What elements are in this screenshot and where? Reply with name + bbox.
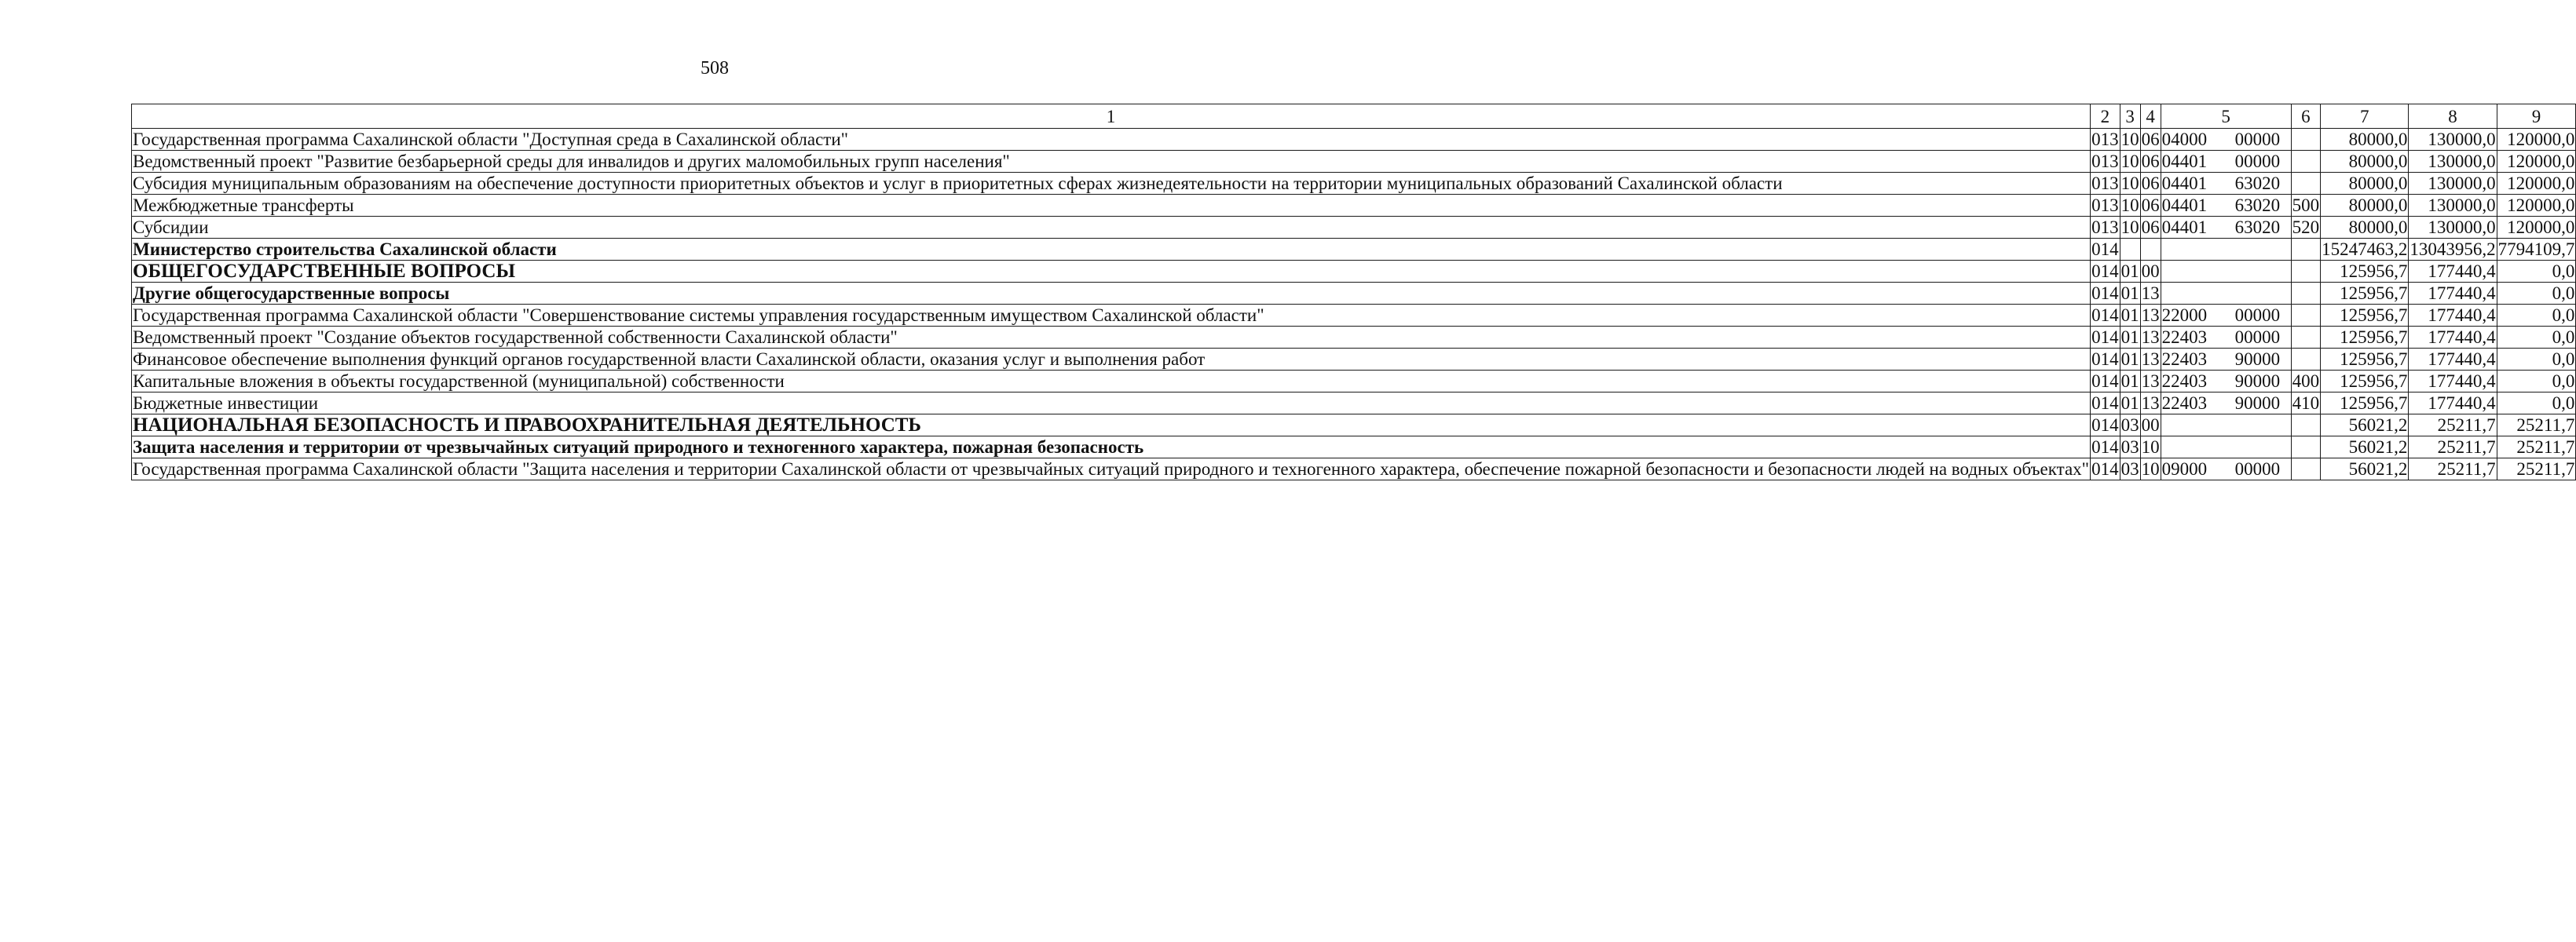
amount-col7: 56021,2: [2321, 458, 2409, 480]
code-target-article: [2161, 129, 2291, 151]
row-name: Субсидии: [132, 217, 2091, 239]
amount-col7: 80000,0: [2321, 129, 2409, 151]
amount-col9: 0,0: [2497, 392, 2576, 414]
amount-col7: 15247463,2: [2322, 239, 2408, 259]
code-program: 04401: [2161, 152, 2208, 171]
code-direction: 63020: [2234, 195, 2281, 215]
code-section: 01: [2120, 393, 2139, 413]
code-target-article: [2161, 349, 2291, 371]
code-target-article: [2161, 283, 2291, 305]
amount-col9: 0,0: [2497, 349, 2576, 371]
header-cell: 3: [2120, 104, 2140, 129]
amount-col9: 25211,7: [2497, 414, 2576, 436]
header-row: [132, 104, 2576, 129]
row-name: НАЦИОНАЛЬНАЯ БЕЗОПАСНОСТЬ И ПРАВООХРАНИТЕЛЬНАЯ ДЕЯТЕЛЬНОСТЬ: [132, 414, 2091, 436]
code-expense-type: 500: [2292, 195, 2320, 215]
row-name: Бюджетные инвестиции: [132, 392, 2091, 414]
code-target-article: [2161, 217, 2291, 239]
code-expense-type: [2291, 261, 2321, 283]
code-target-article: [2161, 151, 2291, 173]
amount-col7: 56021,2: [2321, 436, 2409, 458]
code-ministry: 013: [2091, 217, 2119, 237]
code-subsection: 06: [2141, 195, 2160, 215]
code-expense-type: 520: [2292, 217, 2320, 237]
code-section: 01: [2120, 261, 2139, 281]
code-ministry: 013: [2091, 173, 2119, 193]
code-direction: 00000: [2234, 459, 2281, 479]
code-target-article: [2161, 261, 2291, 283]
table-row: [132, 458, 2576, 480]
row-name: ОБЩЕГОСУДАРСТВЕННЫЕ ВОПРОСЫ: [132, 261, 2091, 283]
code-section: 01: [2120, 349, 2139, 369]
code-expense-type: [2291, 283, 2321, 305]
amount-col8: 177440,4: [2409, 305, 2497, 327]
header-cell: 4: [2140, 104, 2161, 129]
amount-col7: 125956,7: [2321, 283, 2409, 305]
code-section: 10: [2120, 173, 2139, 193]
code-section: 10: [2120, 195, 2139, 215]
amount-col9: 7794109,7: [2497, 239, 2575, 259]
code-direction: 63020: [2234, 173, 2281, 193]
code-subsection: 13: [2141, 305, 2160, 325]
code-subsection: 13: [2141, 393, 2160, 413]
row-name: Капитальные вложения в объекты государственной (муниципальной) собственности: [132, 371, 2091, 392]
code-program: 09000: [2161, 459, 2208, 479]
amount-col7: 125956,7: [2321, 327, 2409, 349]
amount-col8: 177440,4: [2409, 371, 2497, 392]
code-direction: 90000: [2234, 349, 2281, 369]
header-cell: 1: [132, 104, 2091, 129]
row-name: Другие общегосударственные вопросы: [132, 283, 2091, 305]
table-row: [132, 436, 2576, 458]
amount-col9: 25211,7: [2497, 458, 2576, 480]
code-program: 22403: [2161, 371, 2208, 391]
table-row: [132, 283, 2576, 305]
code-target-article: [2161, 392, 2291, 414]
code-subsection: 06: [2141, 130, 2160, 149]
amount-col9: 0,0: [2497, 327, 2576, 349]
amount-col8: 177440,4: [2409, 283, 2497, 305]
page-number: 508: [701, 58, 729, 78]
code-expense-type: [2291, 239, 2321, 261]
code-subsection: 06: [2141, 217, 2160, 237]
code-expense-type: [2291, 458, 2321, 480]
amount-col7: 80000,0: [2321, 217, 2409, 239]
code-direction: 00000: [2234, 327, 2281, 347]
code-subsection: 13: [2141, 283, 2160, 303]
row-name: Государственная программа Сахалинской области "Совершенствование системы управления государственным имуществом Сахалинской области": [132, 305, 2091, 327]
code-direction: 00000: [2234, 305, 2281, 325]
code-target-article: [2161, 239, 2291, 261]
code-subsection: 13: [2141, 371, 2160, 391]
code-target-article: [2161, 327, 2291, 349]
code-program: 04401: [2161, 217, 2208, 237]
table-row: [132, 195, 2576, 217]
amount-col9: 120000,0: [2497, 129, 2576, 151]
code-ministry: 013: [2091, 152, 2119, 171]
code-section: 03: [2120, 415, 2139, 435]
row-name: Ведомственный проект "Развитие безбарьерной среды для инвалидов и других маломобильных групп населения": [132, 151, 2091, 173]
code-program: 04401: [2161, 195, 2208, 215]
code-ministry: 014: [2091, 283, 2119, 303]
row-name: Ведомственный проект "Создание объектов государственной собственности Сахалинской области": [132, 327, 2091, 349]
code-ministry: 014: [2091, 305, 2119, 325]
header-cell: 6: [2291, 104, 2321, 129]
code-program: 22403: [2161, 327, 2208, 347]
code-target-article: [2161, 371, 2291, 392]
header-cell: 2: [2091, 104, 2120, 129]
code-section: 01: [2120, 283, 2139, 303]
code-subsection: 13: [2141, 349, 2160, 369]
code-direction: 00000: [2234, 152, 2281, 171]
code-ministry: 014: [2091, 393, 2119, 413]
amount-col7: 80000,0: [2321, 195, 2409, 217]
amount-col7: 56021,2: [2321, 414, 2409, 436]
code-section: 01: [2120, 371, 2139, 391]
code-section: 03: [2120, 459, 2139, 479]
code-subsection: 00: [2141, 415, 2160, 435]
code-ministry: 013: [2091, 195, 2119, 215]
code-subsection: 06: [2141, 173, 2160, 193]
code-expense-type: [2291, 151, 2321, 173]
code-expense-type: [2291, 305, 2321, 327]
row-name: Государственная программа Сахалинской области "Защита населения и территории Сахалинской области от чрезвычайных ситуаций природного и техногенного характера, обеспечение пожарной безопасности и безопасности людей на водных объектах": [133, 459, 2090, 479]
code-section: 03: [2120, 437, 2139, 457]
code-target-article: [2161, 436, 2291, 458]
amount-col9: 0,0: [2497, 305, 2576, 327]
amount-col7: 125956,7: [2321, 371, 2409, 392]
code-target-article: [2161, 414, 2291, 436]
code-subsection: 06: [2141, 152, 2160, 171]
code-subsection: 10: [2141, 459, 2160, 479]
amount-col9: 120000,0: [2497, 151, 2576, 173]
code-program: 04401: [2161, 173, 2208, 193]
header-cell: 7: [2321, 104, 2409, 129]
code-section: 10: [2120, 152, 2139, 171]
table-row: [132, 327, 2576, 349]
amount-col8: 177440,4: [2409, 349, 2497, 371]
code-target-article: [2161, 195, 2291, 217]
code-direction: 90000: [2234, 371, 2281, 391]
header-cell: 9: [2497, 104, 2576, 129]
table-row: [132, 392, 2576, 414]
code-ministry: 014: [2091, 349, 2119, 369]
code-expense-type: [2291, 349, 2321, 371]
code-section: 01: [2120, 305, 2139, 325]
code-expense-type: 410: [2292, 393, 2320, 413]
row-name: Субсидия муниципальным образованиям на обеспечение доступности приоритетных объектов и услуг в приоритетных сферах жизнедеятельности на территории муниципальных образований Сахалинской области: [132, 173, 2091, 195]
amount-col9: 0,0: [2497, 283, 2576, 305]
amount-col9: 0,0: [2497, 371, 2576, 392]
table-row: [132, 151, 2576, 173]
code-target-article: [2161, 173, 2291, 195]
amount-col9: 120000,0: [2497, 195, 2576, 217]
amount-col8: 130000,0: [2409, 173, 2497, 195]
amount-col9: 120000,0: [2497, 217, 2576, 239]
amount-col7: 125956,7: [2321, 305, 2409, 327]
amount-col8: 130000,0: [2409, 195, 2497, 217]
amount-col8: 177440,4: [2409, 327, 2497, 349]
code-ministry: 014: [2091, 459, 2119, 479]
code-program: 22000: [2161, 305, 2208, 325]
code-section: 10: [2120, 217, 2139, 237]
amount-col7: 125956,7: [2321, 392, 2409, 414]
header-cell: 5: [2161, 104, 2291, 129]
code-program: 22403: [2161, 349, 2208, 369]
amount-col7: 125956,7: [2321, 349, 2409, 371]
amount-col9: 0,0: [2497, 261, 2576, 283]
amount-col8: 130000,0: [2409, 129, 2497, 151]
amount-col9: 120000,0: [2497, 173, 2576, 195]
amount-col8: 13043956,2: [2410, 239, 2496, 259]
amount-col9: 25211,7: [2497, 436, 2576, 458]
code-ministry: 014: [2091, 371, 2119, 391]
code-ministry: 014: [2091, 239, 2119, 259]
table-row: [132, 414, 2576, 436]
code-ministry: 014: [2091, 437, 2119, 457]
table-row: [132, 349, 2576, 371]
amount-col7: 125956,7: [2321, 261, 2409, 283]
row-name: Финансовое обеспечение выполнения функций органов государственной власти Сахалинской области, оказания услуг и выполнения работ: [132, 349, 2091, 371]
code-subsection: 00: [2141, 261, 2160, 281]
code-ministry: 014: [2091, 415, 2119, 435]
code-ministry: 014: [2091, 261, 2119, 281]
amount-col8: 177440,4: [2409, 392, 2497, 414]
code-target-article: [2161, 458, 2291, 480]
code-target-article: [2161, 305, 2291, 327]
code-expense-type: [2291, 173, 2321, 195]
code-section: 01: [2120, 327, 2139, 347]
table-row: [132, 239, 2576, 261]
budget-table: [131, 104, 2576, 480]
code-subsection: 13: [2141, 327, 2160, 347]
code-direction: 00000: [2234, 130, 2281, 149]
code-expense-type: [2291, 436, 2321, 458]
code-subsection: [2140, 239, 2161, 261]
amount-col8: 130000,0: [2409, 151, 2497, 173]
amount-col8: 130000,0: [2409, 217, 2497, 239]
table-row: [132, 371, 2576, 392]
amount-col8: 25211,7: [2409, 458, 2497, 480]
code-expense-type: [2291, 327, 2321, 349]
amount-col7: 80000,0: [2321, 151, 2409, 173]
table-row: [132, 217, 2576, 239]
code-expense-type: 400: [2292, 371, 2320, 391]
table-row: [132, 261, 2576, 283]
row-name: Защита населения и территории от чрезвычайных ситуаций природного и техногенного характера, пожарная безопасность: [132, 436, 2091, 458]
code-program: 22403: [2161, 393, 2208, 413]
code-ministry: 014: [2091, 327, 2119, 347]
code-expense-type: [2291, 414, 2321, 436]
code-section: [2120, 239, 2140, 261]
amount-col7: 80000,0: [2321, 173, 2409, 195]
amount-col8: 25211,7: [2409, 436, 2497, 458]
code-subsection: 10: [2141, 437, 2160, 457]
code-direction: 90000: [2234, 393, 2281, 413]
header-cell: 8: [2409, 104, 2497, 129]
amount-col8: 25211,7: [2409, 414, 2497, 436]
code-ministry: 013: [2091, 130, 2119, 149]
row-name: Государственная программа Сахалинской области "Доступная среда в Сахалинской области": [132, 129, 2091, 151]
row-name: Межбюджетные трансферты: [132, 195, 2091, 217]
code-direction: 63020: [2234, 217, 2281, 237]
code-section: 10: [2120, 130, 2139, 149]
table-row: [132, 173, 2576, 195]
row-name: Министерство строительства Сахалинской области: [132, 239, 2091, 261]
amount-col8: 177440,4: [2409, 261, 2497, 283]
code-program: 04000: [2161, 130, 2208, 149]
table-row: [132, 305, 2576, 327]
code-expense-type: [2291, 129, 2321, 151]
table-row: [132, 129, 2576, 151]
